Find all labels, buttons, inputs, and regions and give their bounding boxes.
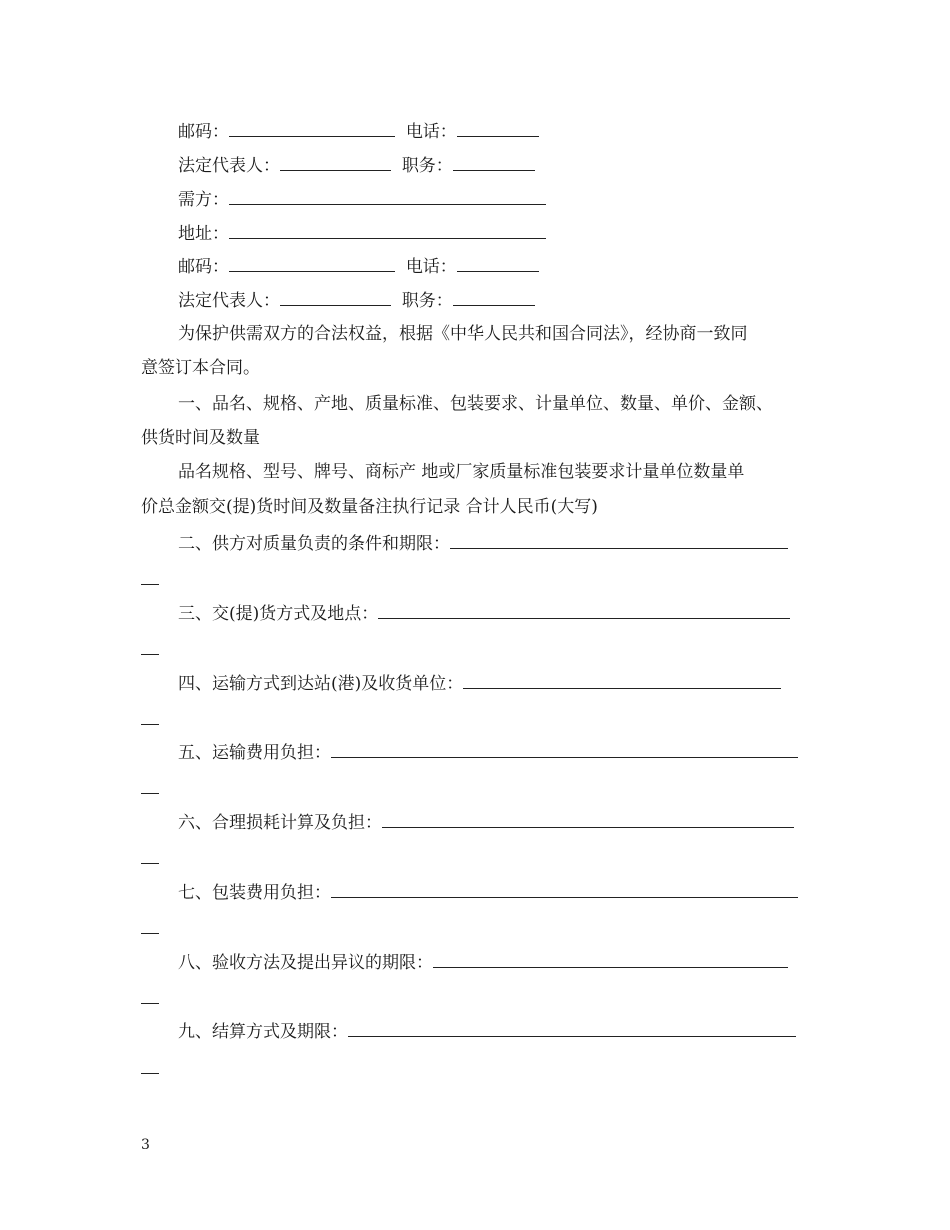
clause-9: [178, 1019, 796, 1044]
clause-5: [178, 740, 798, 765]
clause-8: [178, 950, 788, 975]
phone-blank: [457, 254, 539, 272]
position-blank: [453, 153, 535, 171]
table-text-line-1: 品名规格、型号、牌号、商标产 地或厂家质量标准包装要求计量单位数量单: [178, 462, 745, 482]
continuation-line: [141, 1073, 159, 1074]
address-row: [178, 221, 546, 246]
legal-rep-blank: [280, 153, 391, 171]
legal-rep-row-2: [178, 288, 535, 313]
clause-blank: [331, 740, 798, 758]
table-text-line-2: 价总金额交(提)货时间及数量备注执行记录 合计人民币(大写): [141, 497, 598, 517]
preamble-line-1: 为保护供需双方的合法权益，根据《中华人民共和国合同法》，经协商一致同: [178, 324, 748, 344]
position-label: 职务：: [401, 156, 453, 176]
legal-rep-label: 法定代表人：: [178, 291, 280, 311]
clause-blank: [433, 950, 788, 968]
clause-label: 二、供方对质量负责的条件和期限：: [178, 534, 450, 554]
address-blank: [229, 221, 546, 239]
clause-label: 六、合理损耗计算及负担：: [178, 813, 382, 833]
position-label: 职务：: [401, 291, 453, 311]
page-number: 3: [141, 1137, 150, 1153]
postcode-label: 邮码：: [178, 122, 229, 142]
clause-1-line-1: 一、品名、规格、产地、质量标准、包装要求、计量单位、数量、单价、金额、: [178, 394, 773, 414]
clause-blank: [378, 601, 790, 619]
clause-7: [178, 880, 798, 905]
address-label: 地址：: [178, 224, 229, 244]
clause-blank: [348, 1019, 796, 1037]
legal-rep-label: 法定代表人：: [178, 156, 280, 176]
clause-blank: [450, 531, 788, 549]
clause-blank: [463, 671, 781, 689]
continuation-line: [141, 933, 159, 934]
clause-blank: [331, 880, 798, 898]
postcode-blank: [229, 119, 395, 137]
clause-2: [178, 531, 788, 556]
clause-blank: [382, 810, 794, 828]
clause-label: 三、交(提)货方式及地点：: [178, 604, 379, 624]
continuation-line: [141, 654, 159, 655]
continuation-line: [141, 724, 159, 725]
clause-label: 五、运输费用负担：: [178, 743, 331, 763]
legal-rep-blank: [280, 288, 391, 306]
phone-label: 电话：: [405, 122, 457, 142]
postcode-row-1: [178, 119, 539, 144]
clause-label: 八、验收方法及提出异议的期限：: [178, 953, 433, 973]
legal-rep-row-1: [178, 153, 535, 178]
clause-label: 九、结算方式及期限：: [178, 1022, 348, 1042]
phone-label: 电话：: [405, 257, 457, 277]
continuation-line: [141, 584, 159, 585]
postcode-label: 邮码：: [178, 257, 229, 277]
buyer-row: [178, 187, 546, 212]
buyer-label: 需方：: [178, 190, 229, 210]
preamble-line-2: 意签订本合同。: [141, 358, 260, 378]
postcode-blank: [229, 254, 395, 272]
postcode-row-2: [178, 254, 539, 279]
clause-3: [178, 601, 790, 626]
phone-blank: [457, 119, 539, 137]
clause-1-line-2: 供货时间及数量: [141, 428, 260, 448]
clause-label: 四、运输方式到达站(港)及收货单位：: [178, 674, 464, 694]
buyer-blank: [229, 187, 546, 205]
clause-6: [178, 810, 794, 835]
continuation-line: [141, 863, 159, 864]
clause-label: 七、包装费用负担：: [178, 883, 331, 903]
clause-4: [178, 671, 781, 696]
continuation-line: [141, 793, 159, 794]
position-blank: [453, 288, 535, 306]
continuation-line: [141, 1003, 159, 1004]
